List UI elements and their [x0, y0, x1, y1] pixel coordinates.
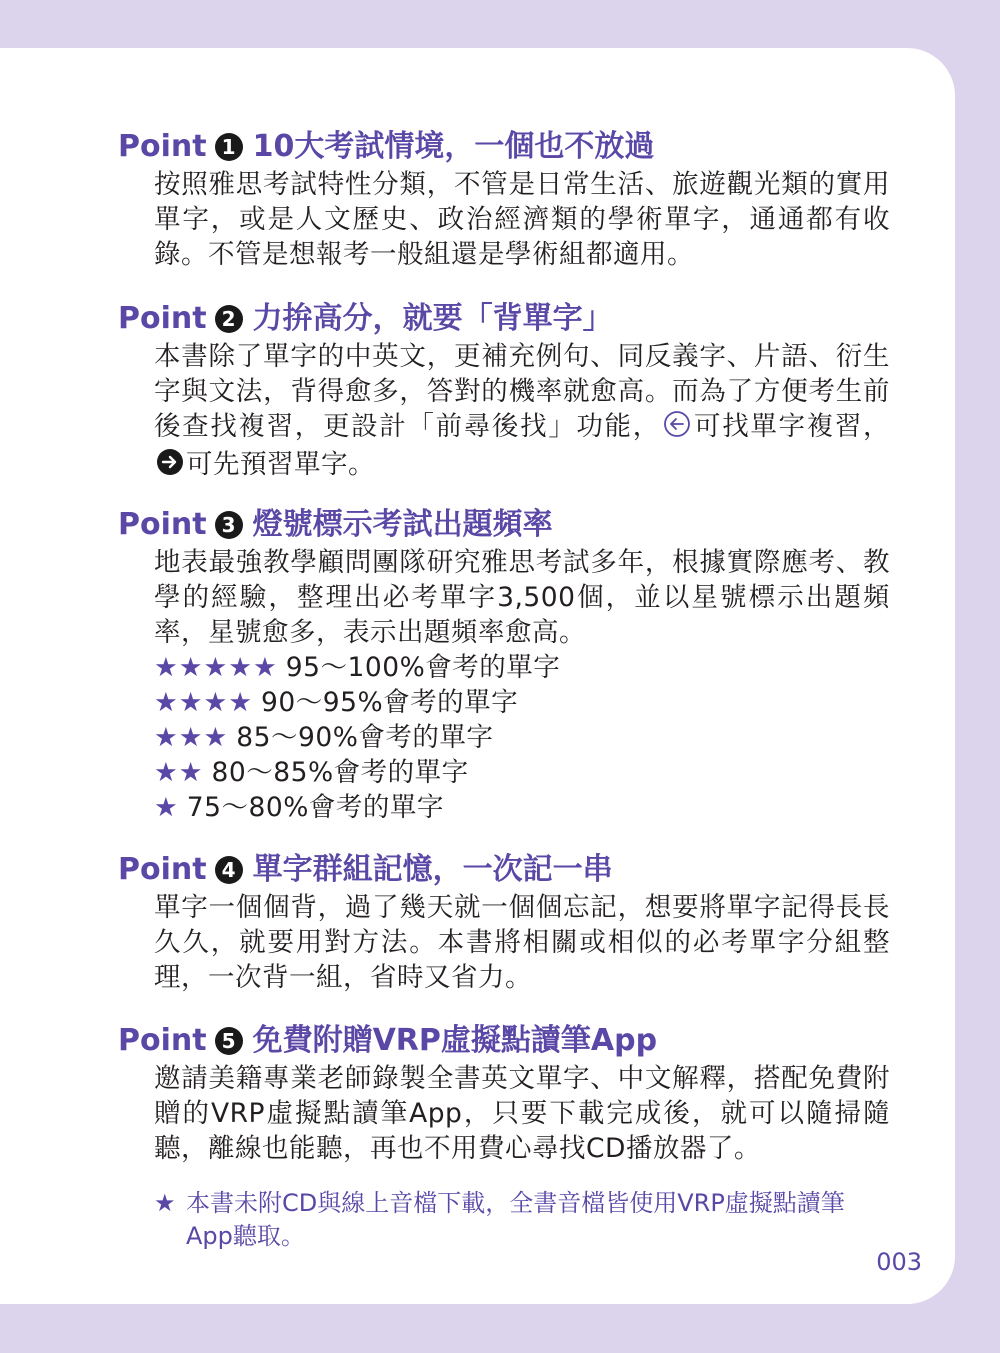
- point-3-title: 燈號標示考試出題頻率: [252, 507, 553, 542]
- star-icon: ★★: [154, 757, 204, 788]
- rating-row-5: [154, 650, 890, 685]
- number-badge-icon: 2: [215, 305, 243, 333]
- footnote-text: 本書未附CD與線上音檔下載，全書音檔皆使用VRP虛擬點讀筆App聽取。: [186, 1189, 845, 1250]
- rating-row-2: [154, 755, 890, 790]
- number-badge-icon: 3: [215, 511, 243, 539]
- point-2-text-1: 本書除了單字的中英文，更補充例句、同反義字、片語、衍生字與文法，背得愈多，答對的機率就愈高。而為了方便考生前後查找複習，更設計「前尋後找」功能，: [154, 341, 890, 442]
- point-4-section: [118, 850, 898, 995]
- point-5-label: Point: [118, 1023, 207, 1058]
- point-3-heading: [118, 505, 898, 545]
- point-3-label: Point: [118, 507, 207, 542]
- page-number: 003: [876, 1248, 922, 1276]
- point-5-title: 免費附贈VRP虛擬點讀筆App: [252, 1023, 658, 1058]
- point-3-paragraph: 地表最強教學顧問團隊研究雅思考試多年，根據實際應考、教學的經驗，整理出必考單字3,500個，並以星號標示出題頻率，星號愈多，表示出題頻率愈高。: [154, 547, 890, 648]
- rating-text: 95～100%會考的單字: [285, 652, 561, 683]
- point-1-label: Point: [118, 129, 207, 164]
- rating-text: 90～95%會考的單字: [261, 687, 519, 718]
- point-2-label: Point: [118, 301, 207, 336]
- point-2-text-3: 可先預習單字。: [186, 449, 375, 480]
- point-2-text-2: 可找單字複習，: [692, 411, 891, 442]
- rating-text: 80～85%會考的單字: [211, 757, 469, 788]
- star-icon: ★★★: [154, 722, 229, 753]
- point-4-paragraph: 單字一個個背，過了幾天就一個個忘記，想要將單字記得長長久久，就要用對方法。本書將相關或相似的必考單字分組整理，一次背一組，省時又省力。: [154, 892, 890, 993]
- point-5-heading: [118, 1021, 898, 1061]
- point-1-title: 10大考試情境，一個也不放過: [252, 129, 655, 164]
- point-1-heading: [118, 127, 898, 167]
- star-icon: ★: [154, 1189, 176, 1217]
- point-4-title: 單字群組記憶，一次記一串: [252, 852, 613, 887]
- point-3-section: [118, 505, 898, 825]
- point-1-paragraph: 按照雅思考試特性分類，不管是日常生活、旅遊觀光類的實用單字，或是人文歷史、政治經濟類的學術單字，通通都有收錄。不管是想報考一般組還是學術組都適用。: [154, 169, 890, 270]
- point-3-body: [154, 545, 890, 825]
- rating-row-1: [154, 790, 890, 825]
- number-badge-icon: 1: [215, 133, 243, 161]
- star-icon: ★★★★: [154, 687, 254, 718]
- number-badge-icon: 5: [215, 1027, 243, 1055]
- point-4-label: Point: [118, 852, 207, 887]
- point-2-paragraph: [154, 339, 890, 485]
- point-4-body: [154, 890, 890, 995]
- star-icon: ★★★★★: [154, 652, 278, 683]
- point-2-section: [118, 299, 898, 485]
- rating-row-3: [154, 720, 890, 755]
- point-5-section: [118, 1021, 898, 1166]
- point-2-heading: [118, 299, 898, 339]
- number-badge-icon: 4: [215, 856, 243, 884]
- point-1-section: [118, 127, 898, 272]
- filled-arrow-right-icon: [156, 448, 184, 485]
- rating-text: 75～80%會考的單字: [186, 792, 444, 823]
- rating-text: 85～90%會考的單字: [236, 722, 494, 753]
- circle-arrow-left-icon: [663, 410, 691, 447]
- point-5-body: [154, 1061, 890, 1166]
- rating-row-4: [154, 685, 890, 720]
- point-1-body: [154, 167, 890, 272]
- point-2-title: 力拚高分，就要「背單字」: [252, 301, 613, 336]
- footnote: [154, 1187, 884, 1253]
- star-icon: ★: [154, 792, 179, 823]
- point-5-paragraph: 邀請美籍專業老師錄製全書英文單字、中文解釋，搭配免費附贈的VRP虛擬點讀筆App，只要下載完成後，就可以隨掃隨聽，離線也能聽，再也不用費心尋找CD播放器了。: [154, 1063, 890, 1164]
- point-4-heading: [118, 850, 898, 890]
- point-2-body: [154, 339, 890, 485]
